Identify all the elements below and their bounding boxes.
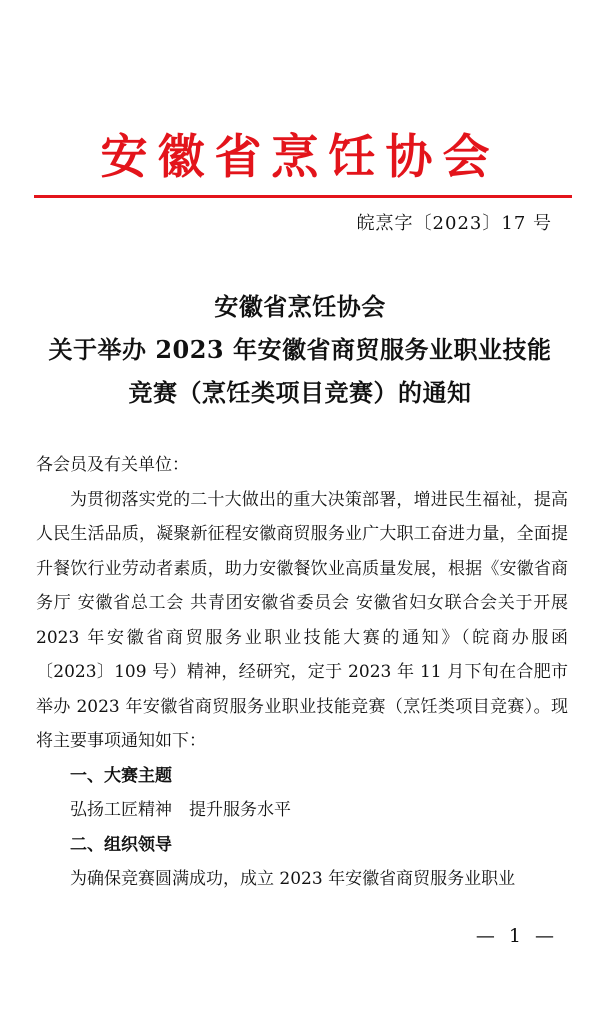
section-heading-organization: 二、组织领导 xyxy=(70,834,172,855)
page-number: — 1 — xyxy=(475,925,558,947)
document-number: 皖烹字〔2023〕17 号 xyxy=(356,213,552,234)
intro-paragraph: 为贯彻落实党的二十大做出的重大决策部署，增进民生福祉，提高人民生活品质，凝聚新征程安徽商贸服务业广大职工奋进力量，全面提升餐饮行业劳动者素质，助力安徽餐饮业高质量发展，根据《安徽省商务厅 安徽省总工会 共青团安徽省委员会 安徽省妇女联合会关于开展 2023 年安徽省商贸服务业职业技能大赛的通知》（皖商办服函〔2023〕109 号）精神，经研究，定于 2023 年 11 月下旬在合肥市举办 2023 年安徽省商贸服务业职业技能竞赛（烹饪类项目竞赛）。现将主要事项通知如下： xyxy=(36,489,568,751)
title-line-1: 安徽省烹饪协会 xyxy=(214,292,386,321)
section-heading-theme: 一、大赛主题 xyxy=(70,765,172,786)
section-theme-text: 弘扬工匠精神 提升服务水平 xyxy=(70,800,291,820)
organization-letterhead: 安徽省烹饪协会 xyxy=(100,130,500,185)
section-organization-text: 为确保竞赛圆满成功，成立 2023 年安徽省商贸服务业职业 xyxy=(70,869,516,889)
red-divider-line xyxy=(34,195,572,198)
title-line-3: 竞赛（烹饪类项目竞赛）的通知 xyxy=(128,378,472,407)
salutation: 各会员及有关单位： xyxy=(36,455,189,475)
document-title xyxy=(0,285,600,414)
title-line-2: 关于举办 2023 年安徽省商贸服务业职业技能 xyxy=(48,335,552,364)
document-body xyxy=(36,448,568,897)
